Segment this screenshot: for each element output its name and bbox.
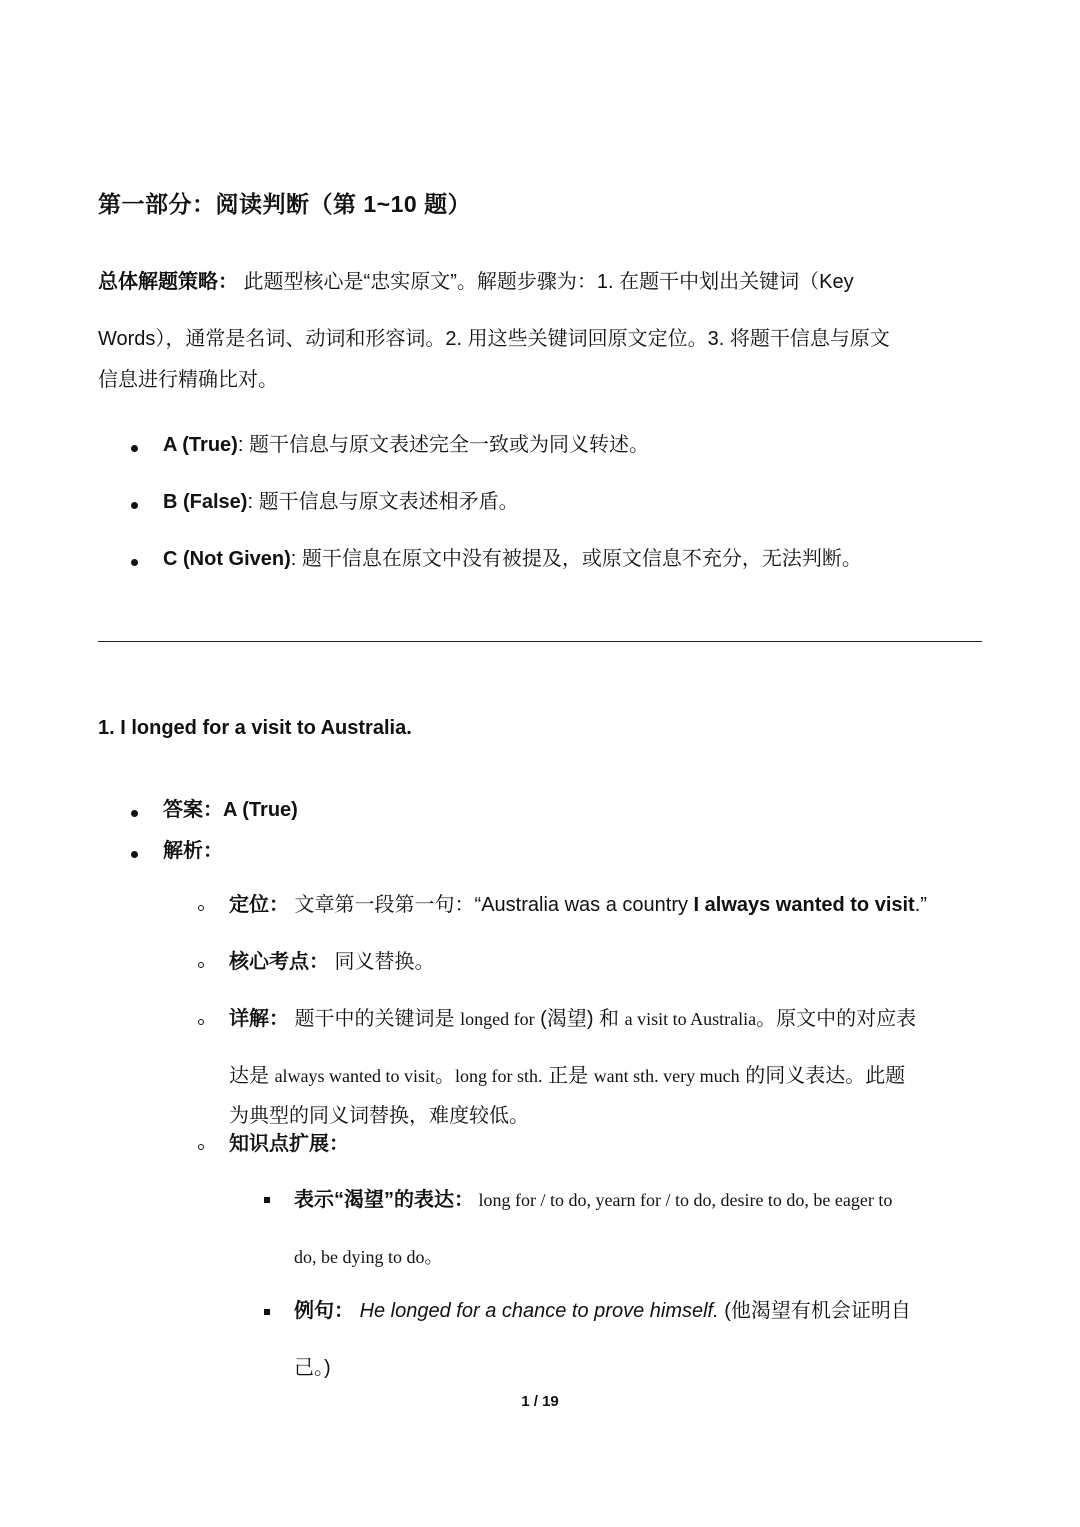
example-sentence: He longed for a chance to prove himself. [359, 1300, 719, 1322]
example-line-2: 己。) [294, 1357, 331, 1379]
bullet-icon [131, 445, 138, 452]
expr-line-2: do, be dying to do。 [294, 1247, 443, 1267]
strategy-text-1: 此题型核心是“忠实原文”。解题步骤为：1. 在题干中划出关键词（Key [238, 271, 854, 293]
bullet-circle-icon [198, 905, 204, 911]
strategy-line-2: Words），通常是名词、动词和形容词。2. 用这些关键词回原文定位。3. 将题干信息与原文 [98, 328, 890, 350]
question-title: 1. I longed for a visit to Australia. [98, 717, 412, 739]
keyword: want sth. very much [593, 1066, 740, 1086]
core-label: 核心考点： [229, 951, 329, 973]
locate-end: .” [914, 894, 927, 916]
expr-line-1 [294, 1186, 892, 1214]
divider [98, 641, 982, 642]
bullet-circle-icon [198, 962, 204, 968]
analysis-label: 解析： [163, 840, 223, 862]
detail-text: 的同义表达。此题 [739, 1065, 906, 1087]
answer-value: A (True) [223, 799, 298, 821]
core-text: 同义替换。 [329, 951, 435, 973]
example-label: 例句： [294, 1300, 354, 1322]
option-text: : 题干信息与原文表述完全一致或为同义转述。 [237, 434, 649, 456]
keyword: longed for [460, 1009, 535, 1029]
answer-line [163, 796, 298, 824]
option-label: B (False) [163, 491, 248, 513]
core-line [229, 948, 435, 976]
locate-text: 文章第一段第一句：“Australia was a country [289, 894, 694, 916]
bullet-square-icon [264, 1197, 270, 1203]
detail-text: 达是 [229, 1065, 275, 1087]
expr-text: long for / to do, yearn for / to do, desire to do, be eager to [474, 1190, 893, 1210]
bullet-square-icon [264, 1309, 270, 1315]
section-title: 第一部分：阅读判断（第 1~10 题） [98, 191, 472, 217]
strategy-line-3: 信息进行精确比对。 [98, 369, 278, 391]
option-text: : 题干信息与原文表述相矛盾。 [247, 491, 519, 513]
locate-line [229, 891, 927, 919]
strategy-line-1 [98, 268, 854, 296]
detail-text: 。 [435, 1065, 456, 1087]
bullet-icon [131, 851, 138, 858]
detail-text: 。原文中的对应表 [756, 1008, 917, 1030]
strategy-label: 总体解题策略： [98, 271, 238, 293]
detail-line-1 [229, 1005, 916, 1033]
locate-highlight: I always wanted to visit [693, 894, 915, 916]
detail-line-2 [229, 1062, 905, 1090]
bullet-icon [131, 502, 138, 509]
option-label: C (Not Given) [163, 548, 291, 570]
keyword: a visit to Australia [624, 1009, 757, 1029]
option-text: : 题干信息在原文中没有被提及，或原文信息不充分，无法判断。 [290, 548, 862, 570]
option-label: A (True) [163, 434, 238, 456]
example-line-1 [294, 1297, 911, 1325]
expr-label: 表示“渴望”的表达： [294, 1189, 474, 1211]
detail-label: 详解： [229, 1008, 289, 1030]
detail-text: (渴望) 和 [534, 1008, 625, 1030]
bullet-circle-icon [198, 1144, 204, 1150]
bullet-icon [131, 559, 138, 566]
keyword: long for sth. [455, 1066, 543, 1086]
detail-text: 题干中的关键词是 [289, 1008, 461, 1030]
expand-label: 知识点扩展： [229, 1133, 349, 1155]
detail-line-3: 为典型的同义词替换，难度较低。 [229, 1105, 529, 1127]
keyword: always wanted to visit [274, 1066, 436, 1086]
locate-label: 定位： [229, 894, 289, 916]
example-translation: (他渴望有机会证明自 [718, 1300, 911, 1322]
detail-text: 正是 [542, 1065, 594, 1087]
answer-label: 答案： [163, 799, 223, 821]
bullet-icon [131, 810, 138, 817]
page-number: 1 / 19 [521, 1393, 559, 1410]
bullet-circle-icon [198, 1019, 204, 1025]
